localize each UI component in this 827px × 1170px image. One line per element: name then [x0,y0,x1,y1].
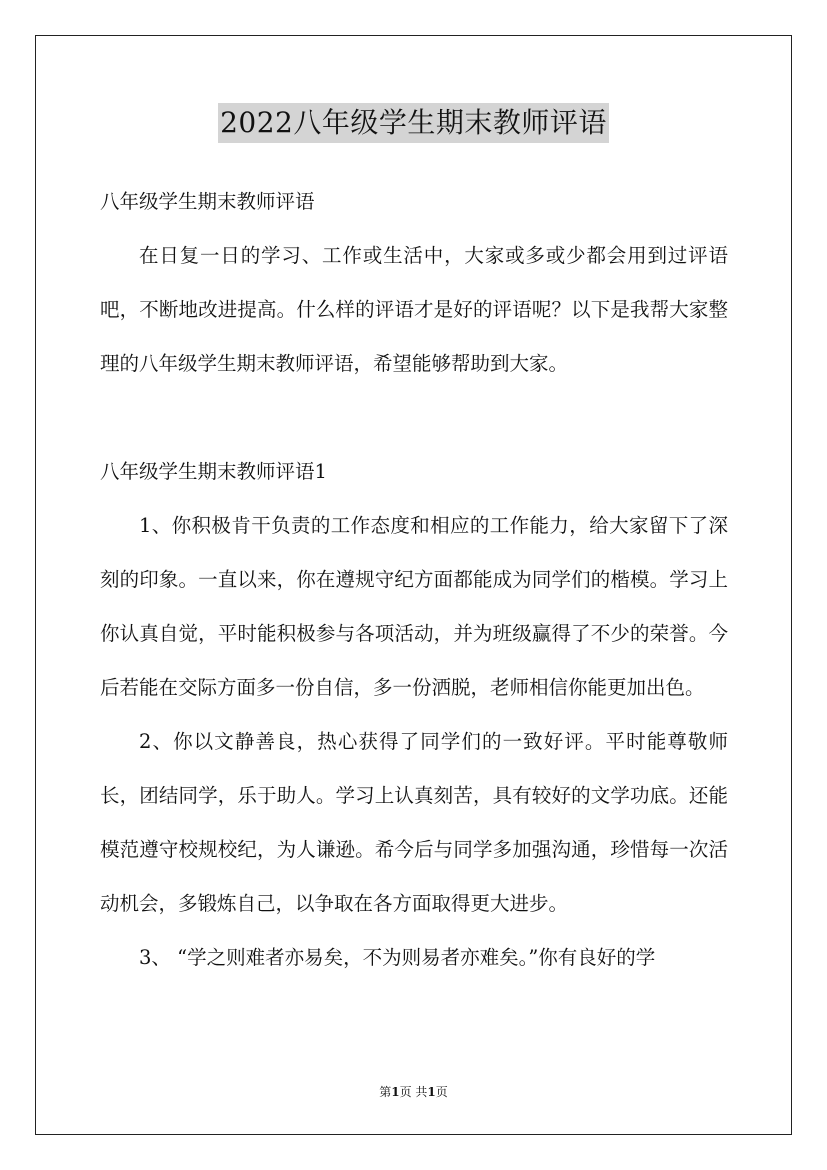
comment-paragraph-1: 1、你积极肯干负责的工作态度和相应的工作能力，给大家留下了深刻的印象。一直以来，你在遵规守纪方面都能成为同学们的楷模。学习上你认真自觉，平时能积极参与各项活动，并为班级赢得了不少的荣誉。今后若能在交际方面多一份自信，多一份洒脱，老师相信你能更加出色。 [100,514,728,699]
page-mid: 页 共 [399,1085,428,1099]
page-suffix: 页 [435,1085,448,1099]
spacer [100,391,728,445]
page-footer [0,1083,827,1100]
subtitle: 八年级学生期末教师评语 [100,190,315,213]
page-prefix: 第 [379,1085,392,1099]
document-title: 2022八年级学生期末教师评语 [218,103,609,143]
section-heading: 八年级学生期末教师评语1 [100,460,327,483]
title-area [0,103,827,143]
page-total: 1 [427,1085,436,1099]
intro-paragraph: 在日复一日的学习、工作或生活中，大家或多或少都会用到过评语吧，不断地改进提高。什么样的评语才是好的评语呢？以下是我帮大家整理的八年级学生期末教师评语，希望能够帮助到大家。 [100,244,728,375]
document-body [100,175,728,985]
page-current: 1 [391,1085,400,1099]
comment-paragraph-2: 2、你以文静善良，热心获得了同学们的一致好评。平时能尊敬师长，团结同学，乐于助人。学习上认真刻苦，具有较好的文学功底。还能模范遵守校规校纪，为人谦逊。希今后与同学多加强沟通，珍惜每一次活动机会，多锻炼自己，以争取在各方面取得更大进步。 [100,730,728,915]
comment-paragraph-3: 3、 “学之则难者亦易矣，不为则易者亦难矣。”你有良好的学 [139,946,656,969]
